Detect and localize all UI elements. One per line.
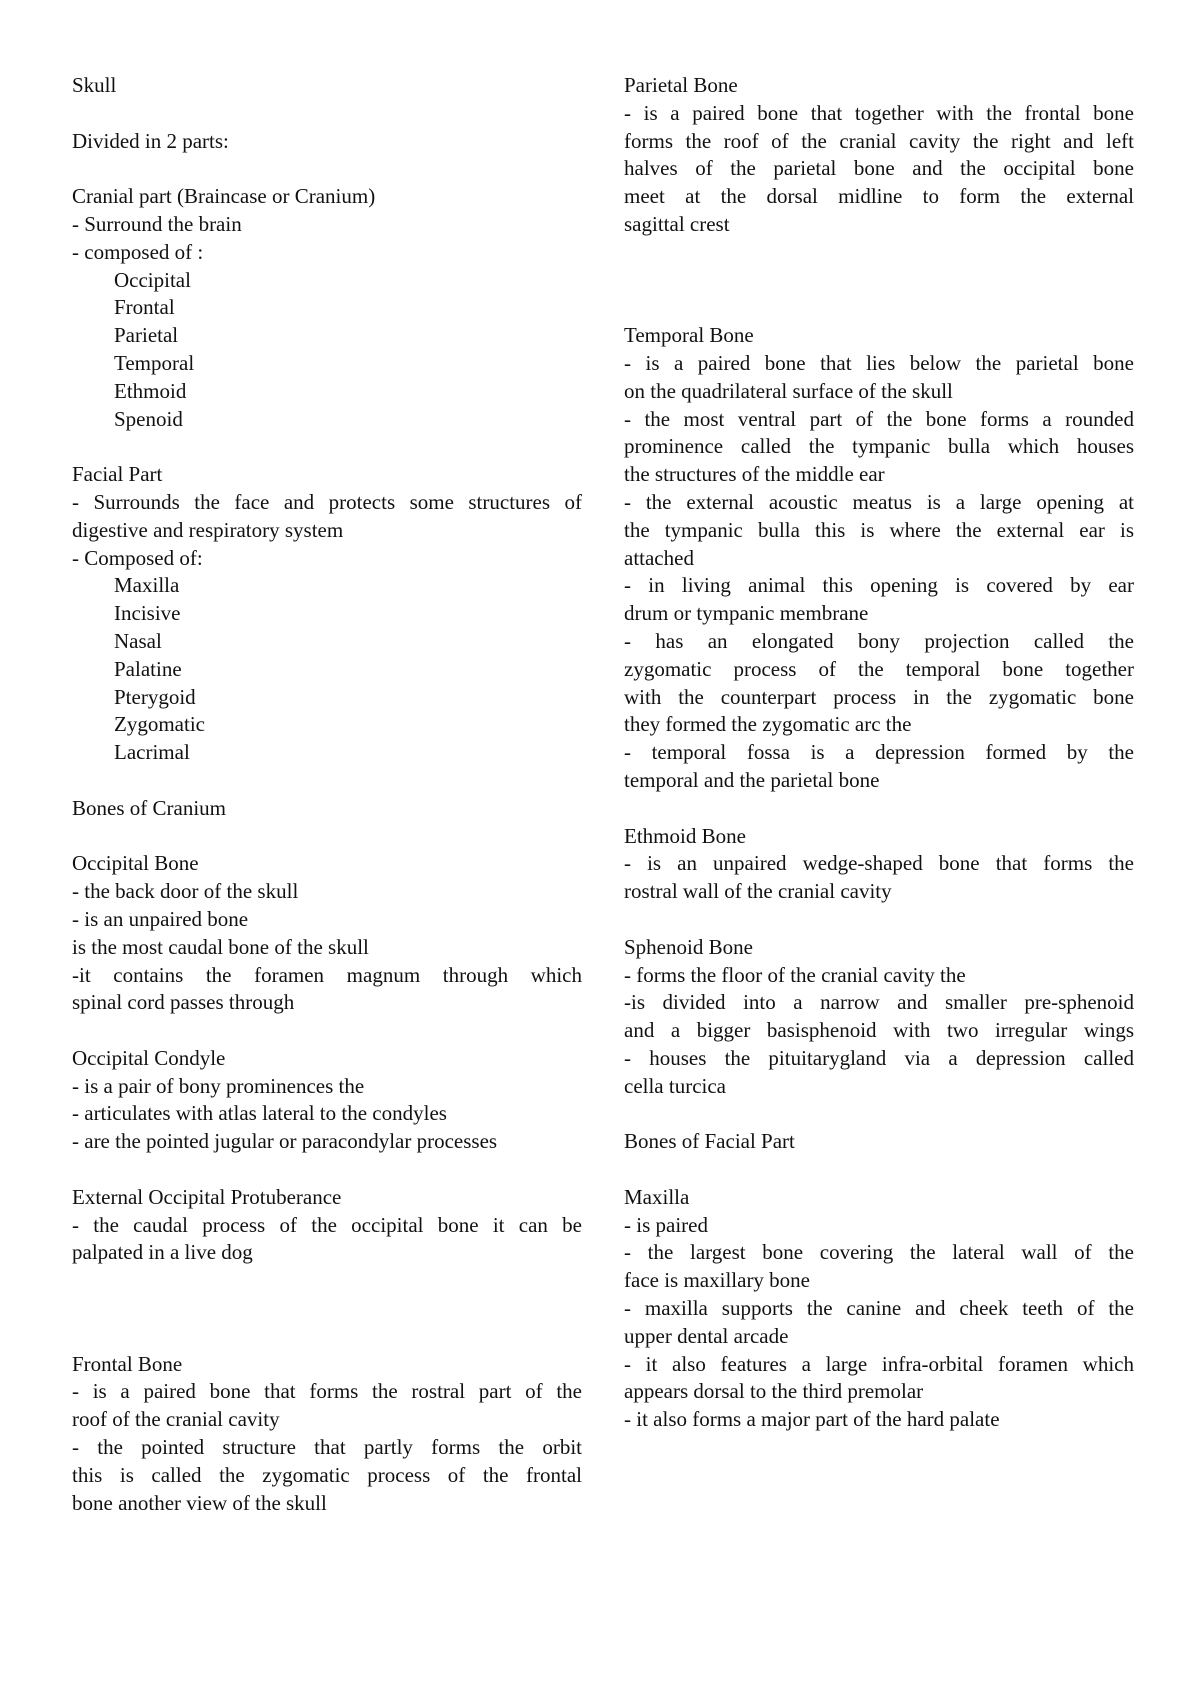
cranial-bone-item: Frontal	[114, 295, 175, 320]
temporal-line: - in living animal this opening is covered by ear	[624, 573, 1134, 598]
occipital-heading: Occipital Bone	[72, 851, 199, 876]
maxilla-line: - it also forms a major part of the hard palate	[624, 1407, 1000, 1432]
maxilla-line: face is maxillary bone	[624, 1268, 811, 1293]
parietal-line: meet at the dorsal midline to form the external	[624, 184, 1134, 209]
sphenoid-line: - forms the floor of the cranial cavity the	[624, 962, 966, 987]
temporal-line: - has an elongated bony projection called the	[624, 628, 1134, 653]
cranial-bullet: - Surround the brain	[72, 211, 242, 236]
divided-text: Divided in 2 parts:	[72, 128, 229, 153]
temporal-line: attached	[624, 545, 694, 570]
parietal-line: - is a paired bone that together with the frontal bone	[624, 100, 1134, 125]
right-column	[624, 72, 1134, 1434]
facial-bone-item: Incisive	[114, 601, 181, 626]
temporal-line: zygomatic process of the temporal bone together	[624, 656, 1134, 681]
occipital-line: -it contains the foramen magnum through which	[72, 962, 582, 987]
parietal-heading: Parietal Bone	[624, 73, 738, 97]
maxilla-line: upper dental arcade	[624, 1323, 789, 1348]
facial-heading: Facial Part	[72, 462, 163, 487]
temporal-line: - is a paired bone that lies below the parietal bone	[624, 350, 1134, 375]
frontal-heading: Frontal Bone	[72, 1351, 183, 1376]
temporal-line: temporal and the parietal bone	[624, 767, 880, 792]
frontal-line: this is called the zygomatic process of the frontal	[72, 1462, 582, 1487]
sphenoid-line: cella turcica	[624, 1073, 727, 1098]
sphenoid-line: -is divided into a narrow and smaller pre-sphenoid	[624, 990, 1134, 1015]
parietal-line: sagittal crest	[624, 211, 730, 236]
occipital-line: spinal cord passes through	[72, 990, 295, 1015]
temporal-line: the tympanic bulla this is where the external ear is	[624, 517, 1134, 542]
frontal-line: roof of the cranial cavity	[72, 1407, 280, 1432]
frontal-line: - is a paired bone that forms the rostral part of the	[72, 1379, 582, 1404]
sphenoid-line: - houses the pituitarygland via a depression called	[624, 1045, 1134, 1070]
condyle-line: - articulates with atlas lateral to the condyles	[72, 1101, 447, 1126]
maxilla-line: - is paired	[624, 1212, 708, 1237]
cranial-bone-item: Parietal	[114, 323, 179, 348]
maxilla-line: - the largest bone covering the lateral wall of the	[624, 1240, 1134, 1265]
left-column	[72, 72, 582, 1517]
maxilla-line: - it also features a large infra-orbital foramen which	[624, 1351, 1134, 1376]
temporal-line: - the most ventral part of the bone forms a rounded	[624, 406, 1134, 431]
facial-bone-item: Zygomatic	[114, 712, 205, 737]
occipital-line: is the most caudal bone of the skull	[72, 934, 369, 959]
bones-cranium-heading: Bones of Cranium	[72, 795, 226, 820]
frontal-line: - the pointed structure that partly forms the orbit	[72, 1435, 582, 1460]
occipital-line: - is an unpaired bone	[72, 906, 249, 931]
cranial-bone-item: Occipital	[114, 267, 191, 292]
frontal-line: bone another view of the skull	[72, 1490, 327, 1515]
facial-bone-item: Pterygoid	[114, 684, 196, 709]
document-title: Skull	[72, 73, 117, 97]
temporal-heading: Temporal Bone	[624, 323, 754, 348]
facial-desc-line: digestive and respiratory system	[72, 517, 344, 542]
maxilla-line: - maxilla supports the canine and cheek teeth of the	[624, 1296, 1134, 1321]
facial-bones-heading: Bones of Facial Part	[624, 1129, 795, 1154]
condyle-line: - is a pair of bony prominences the	[72, 1073, 365, 1098]
cranial-bone-item: Temporal	[114, 350, 195, 375]
protuberance-line: palpated in a live dog	[72, 1240, 253, 1265]
cranial-bullet: - composed of :	[72, 239, 204, 264]
facial-bone-item: Maxilla	[114, 573, 180, 598]
facial-bone-item: Nasal	[114, 628, 162, 653]
temporal-line: prominence called the tympanic bulla which houses	[624, 434, 1134, 459]
condyle-heading: Occipital Condyle	[72, 1045, 226, 1070]
temporal-line: on the quadrilateral surface of the skull	[624, 378, 953, 403]
facial-desc-line: - Surrounds the face and protects some structures of	[72, 489, 582, 514]
temporal-line: - the external acoustic meatus is a large opening at	[624, 489, 1134, 514]
condyle-line: - are the pointed jugular or paracondylar processes	[72, 1129, 498, 1154]
ethmoid-line: rostral wall of the cranial cavity	[624, 879, 892, 904]
temporal-line: - temporal fossa is a depression formed by the	[624, 740, 1134, 765]
cranial-bone-item: Ethmoid	[114, 378, 187, 403]
ethmoid-heading: Ethmoid Bone	[624, 823, 746, 848]
cranial-bone-item: Spenoid	[114, 406, 183, 431]
protuberance-line: - the caudal process of the occipital bone it can be	[72, 1212, 582, 1237]
maxilla-heading: Maxilla	[624, 1184, 690, 1209]
sphenoid-heading: Sphenoid Bone	[624, 934, 753, 959]
temporal-line: they formed the zygomatic arc the	[624, 712, 912, 737]
protuberance-heading: External Occipital Protuberance	[72, 1184, 342, 1209]
parietal-line: halves of the parietal bone and the occipital bone	[624, 156, 1134, 181]
ethmoid-line: - is an unpaired wedge-shaped bone that forms the	[624, 851, 1134, 876]
facial-composed: - Composed of:	[72, 545, 203, 570]
maxilla-line: appears dorsal to the third premolar	[624, 1379, 924, 1404]
temporal-line: with the counterpart process in the zygomatic bone	[624, 684, 1134, 709]
temporal-line: drum or tympanic membrane	[624, 601, 869, 626]
sphenoid-line: and a bigger basisphenoid with two irregular wings	[624, 1018, 1134, 1043]
occipital-line: - the back door of the skull	[72, 879, 299, 904]
facial-bone-item: Lacrimal	[114, 740, 190, 765]
temporal-line: the structures of the middle ear	[624, 462, 885, 487]
cranial-heading: Cranial part (Braincase or Cranium)	[72, 184, 376, 209]
facial-bone-item: Palatine	[114, 656, 182, 681]
parietal-line: forms the roof of the cranial cavity the right and left	[624, 128, 1134, 153]
